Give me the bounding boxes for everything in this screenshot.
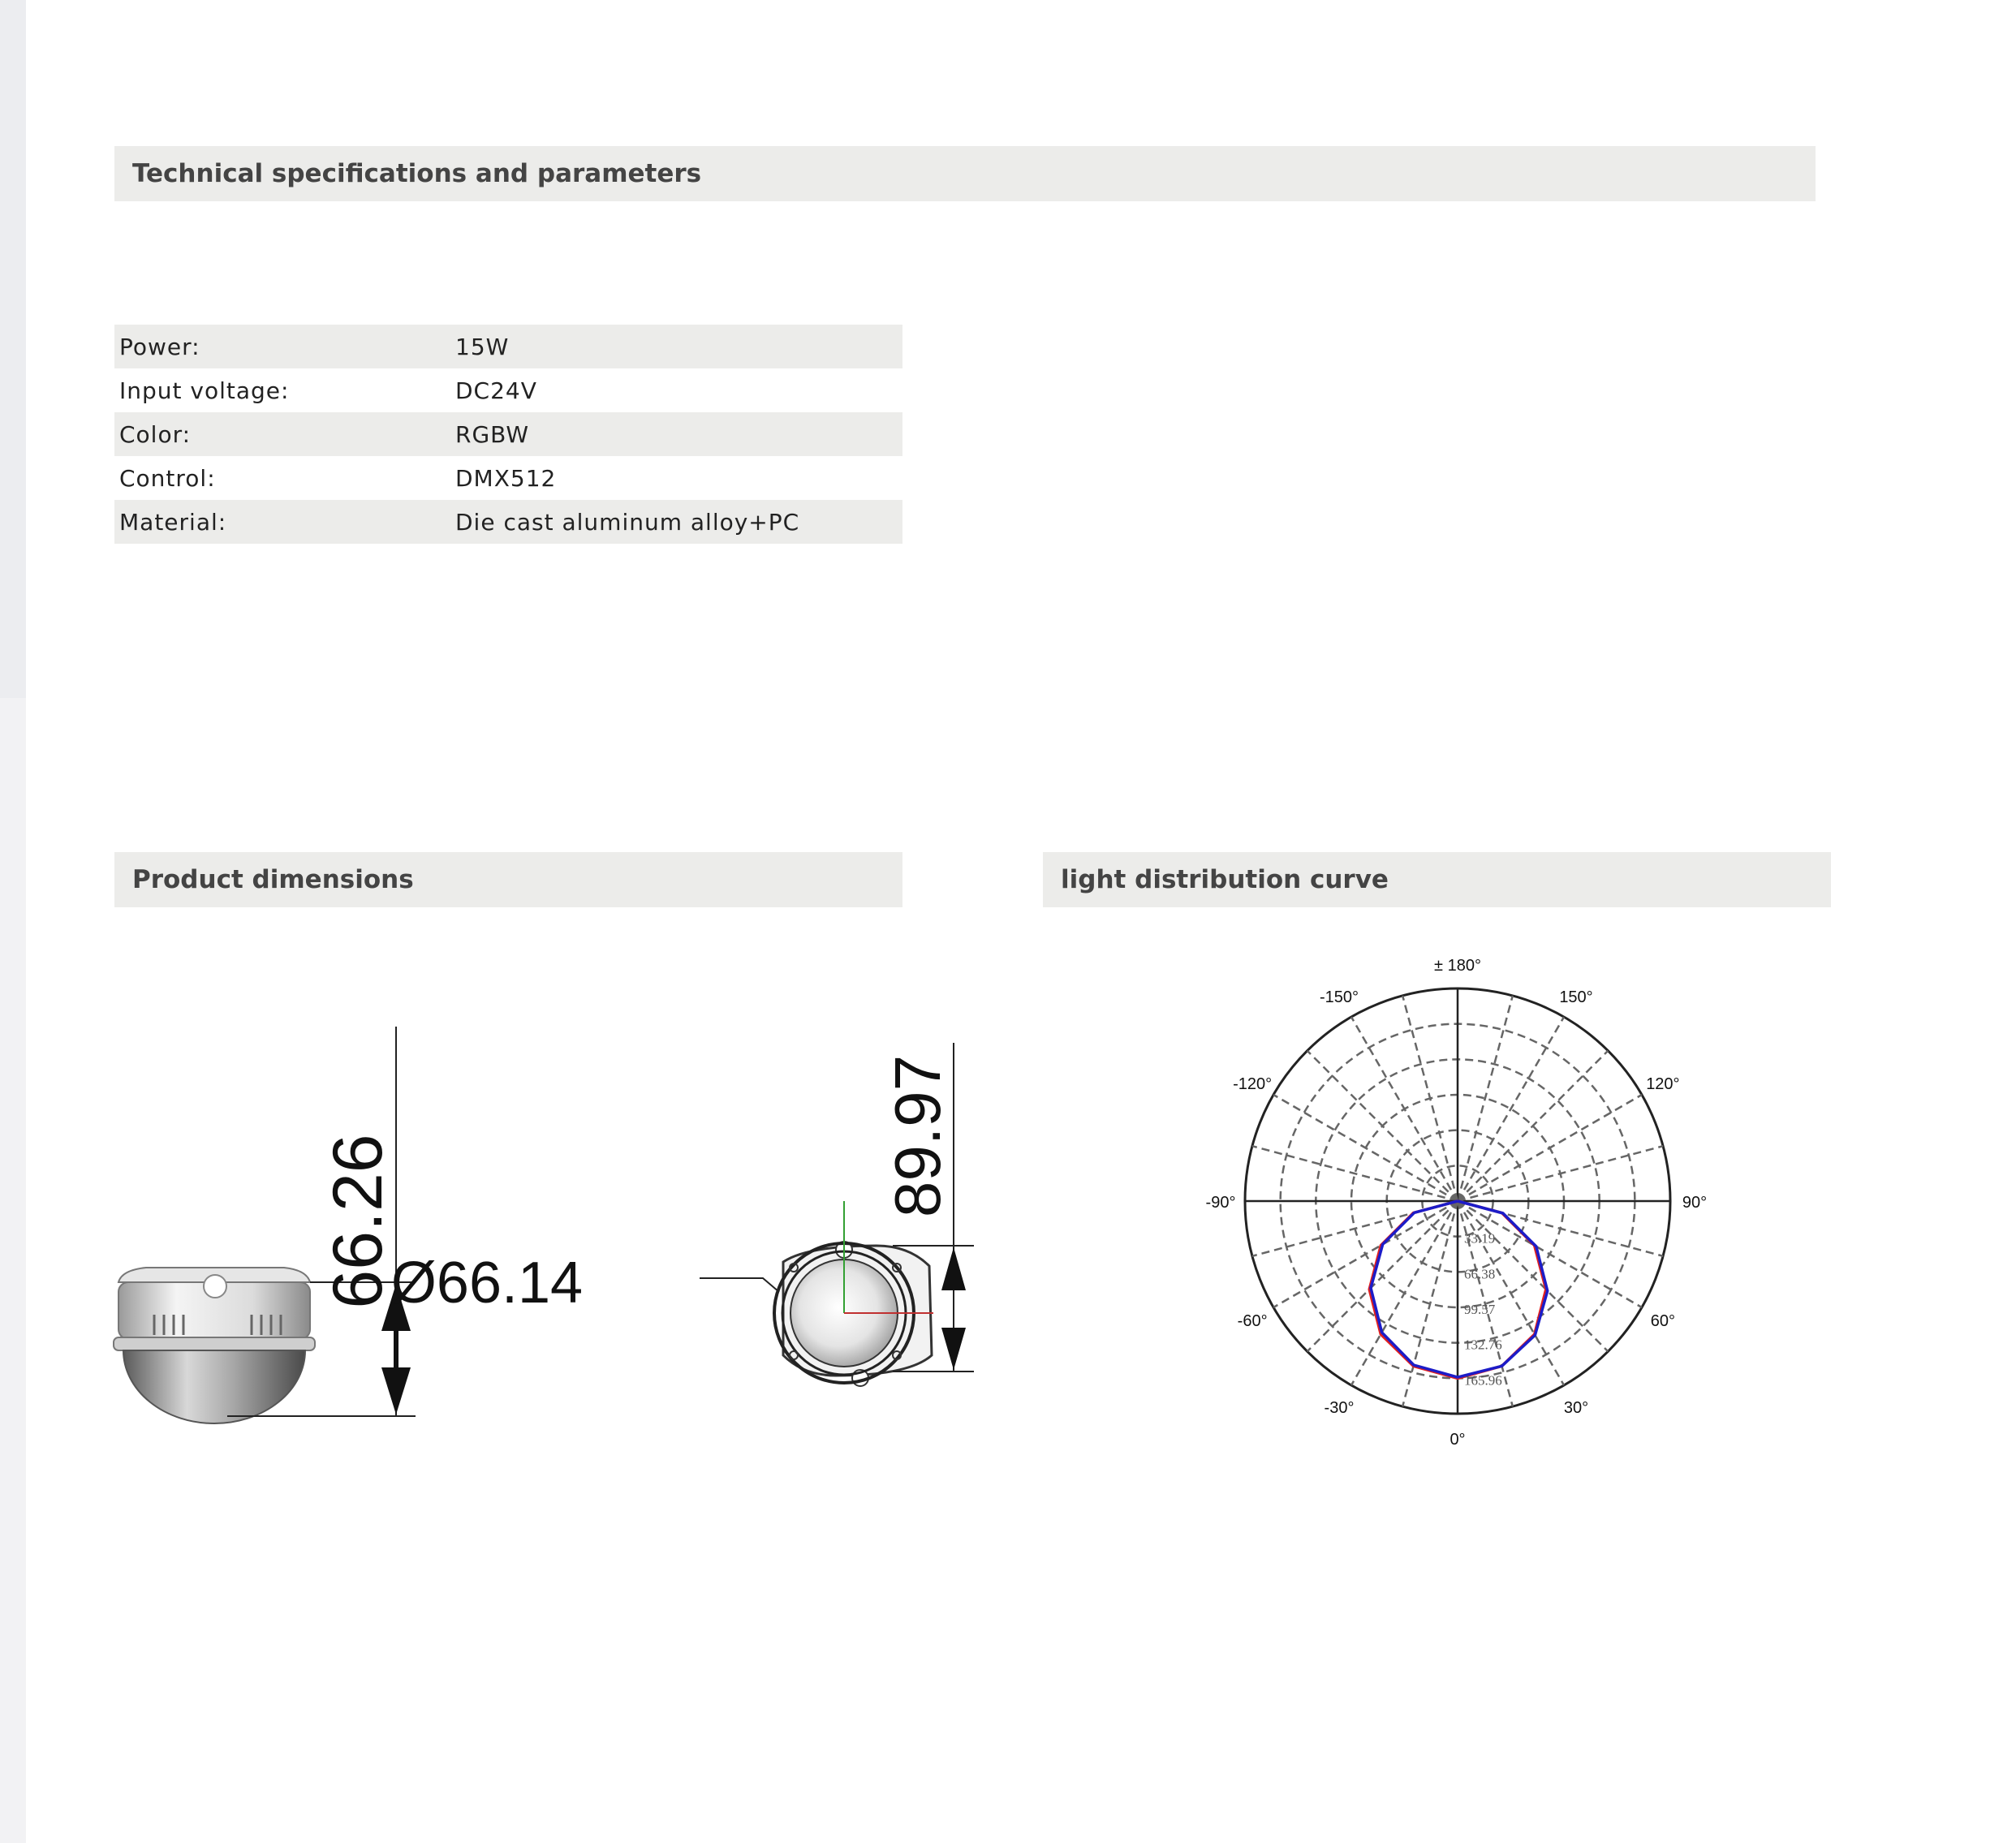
spec-label: Color: (119, 420, 192, 448)
angle-label: 90° (1682, 1194, 1708, 1212)
polar-spoke (1273, 1201, 1458, 1307)
light-distribution-chart (1177, 949, 1761, 1453)
width-value: 89.97 (881, 1054, 954, 1218)
page-margin-strip-top (0, 0, 26, 698)
angle-label: -120° (1233, 1075, 1273, 1093)
angle-label: -60° (1237, 1312, 1268, 1330)
angle-label: -90° (1205, 1194, 1236, 1212)
radial-value-label: 66.38 (1464, 1266, 1496, 1282)
angle-label: 150° (1559, 988, 1593, 1007)
polar-spoke (1273, 1095, 1458, 1201)
spec-row-material (114, 500, 902, 544)
diameter-leader-line (700, 1278, 779, 1292)
angle-label: ± 180° (1434, 957, 1481, 975)
spec-row-control (114, 456, 902, 500)
specs-section-title: Technical specifications and parameters (114, 146, 1816, 201)
angle-label: -150° (1319, 988, 1359, 1007)
polar-spoke (1307, 1201, 1458, 1351)
polar-spoke (1458, 1201, 1642, 1307)
spec-row-input-voltage (114, 368, 902, 412)
spec-label: Control: (119, 464, 216, 492)
spec-row-color (114, 412, 902, 456)
product-dimension-drawing (49, 974, 990, 1477)
spec-label: Material: (119, 508, 227, 536)
radial-value-label: 132.76 (1464, 1337, 1502, 1353)
spec-label: Input voltage: (119, 377, 290, 404)
spec-value: DC24V (455, 377, 537, 404)
side-view-fixture (114, 1268, 315, 1423)
angle-label: 30° (1563, 1398, 1589, 1417)
angle-label: -30° (1324, 1398, 1355, 1417)
curve-section-title: light distribution curve (1043, 852, 1831, 907)
spec-value: DMX512 (455, 464, 557, 492)
polar-spoke (1458, 1051, 1608, 1201)
diameter-value: Ø66.14 (390, 1251, 584, 1316)
spec-value: RGBW (455, 420, 530, 448)
radial-value-label: 165.96 (1464, 1372, 1502, 1389)
polar-spoke (1307, 1051, 1458, 1201)
polar-spoke (1458, 1017, 1564, 1201)
angle-label: 120° (1646, 1075, 1680, 1093)
angle-label: 60° (1650, 1312, 1676, 1330)
height-value: 66.26 (319, 1134, 397, 1309)
spec-label: Power: (119, 333, 200, 360)
dims-section-title: Product dimensions (114, 852, 902, 907)
spec-row-power (114, 325, 902, 368)
radial-value-label: 99.57 (1464, 1302, 1496, 1317)
spec-value: 15W (455, 333, 510, 360)
polar-spoke (1351, 1017, 1458, 1201)
spec-value: Die cast aluminum alloy+PC (455, 508, 800, 536)
polar-spoke (1458, 1095, 1642, 1201)
angle-label: 0° (1450, 1431, 1466, 1449)
spec-table (114, 325, 902, 544)
top-view-fixture (774, 1201, 933, 1386)
polar-spoke (1252, 1146, 1458, 1201)
radial-value-label: 33.19 (1464, 1230, 1496, 1247)
